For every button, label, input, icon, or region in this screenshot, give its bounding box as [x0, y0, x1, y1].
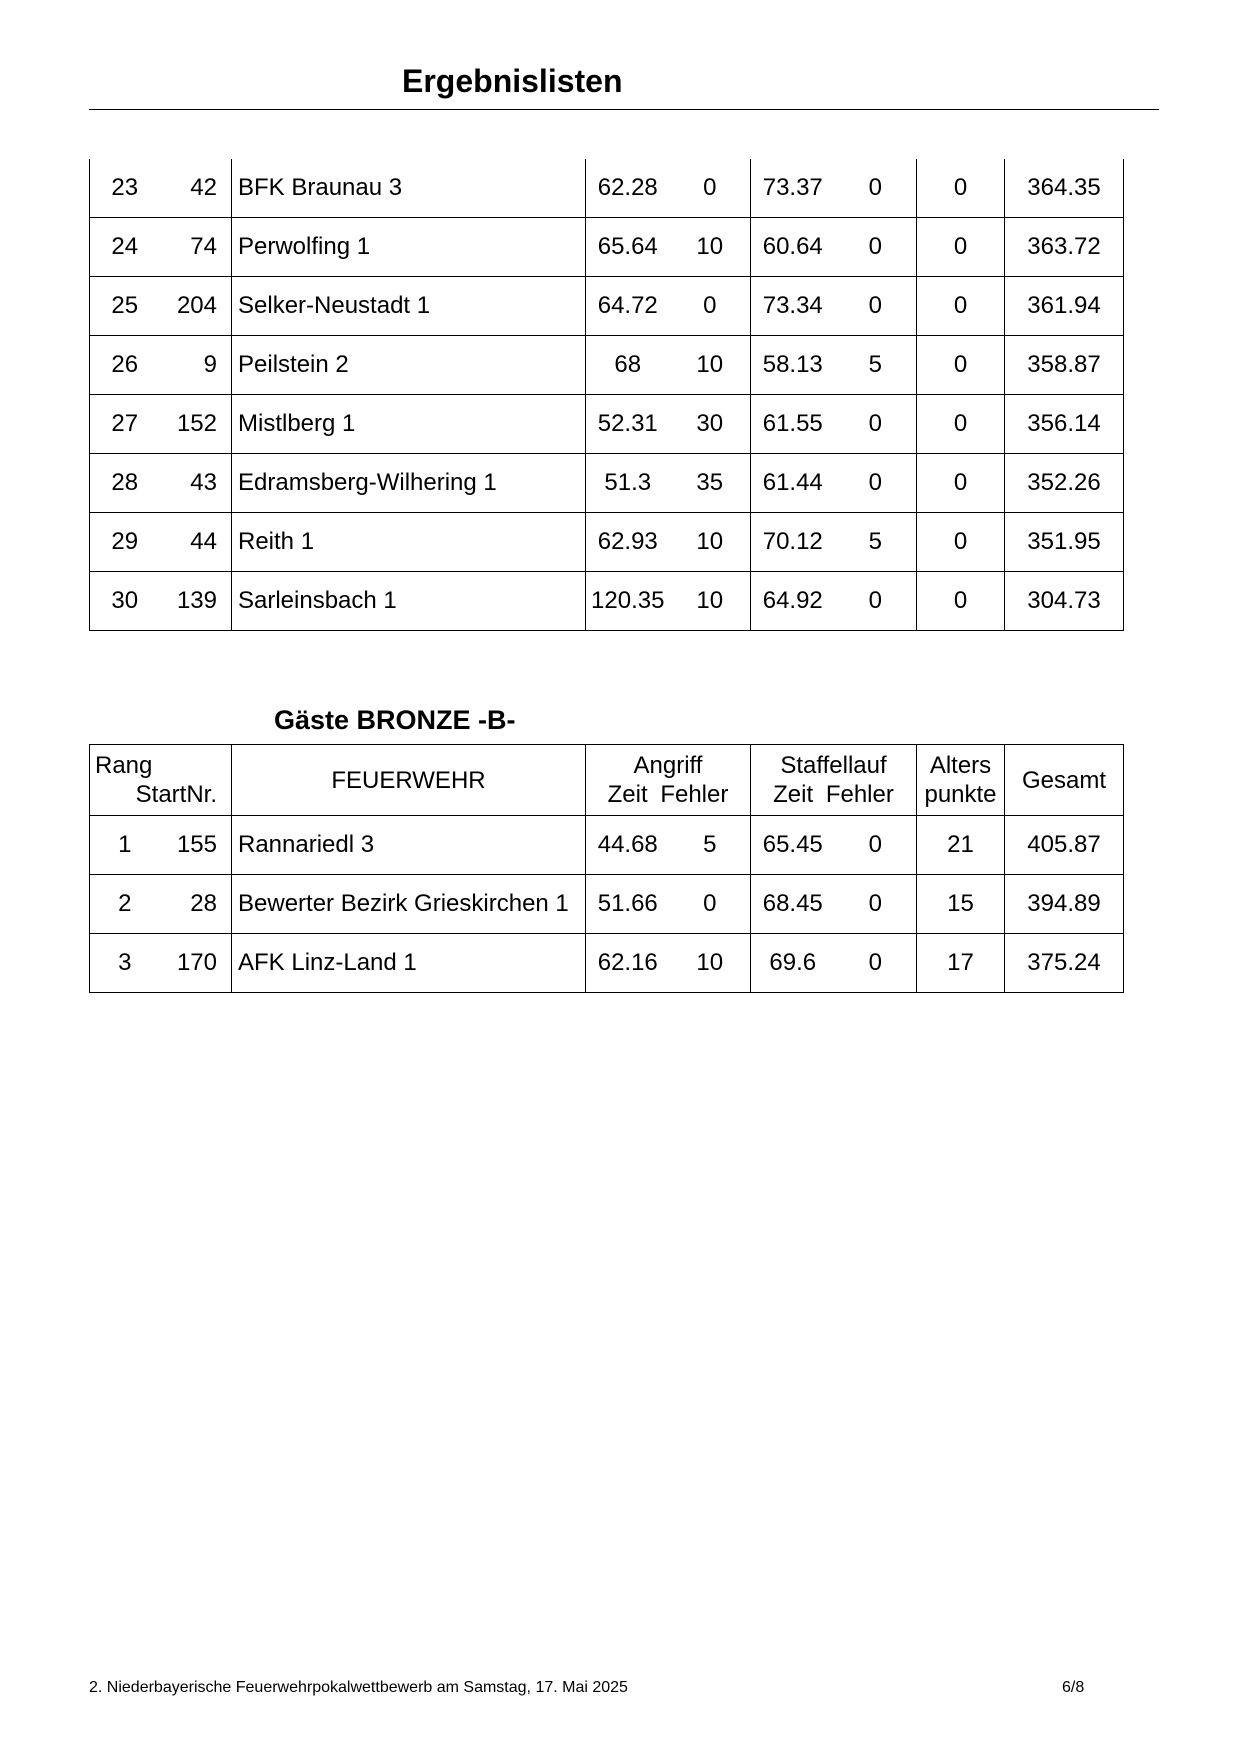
- cell-angriff-zeit: 62.28: [586, 159, 670, 218]
- table-row: [90, 934, 1124, 993]
- cell-angriff-fehler: 0: [670, 277, 751, 336]
- cell-gesamt: 363.72: [1005, 218, 1124, 277]
- header-staffellauf-label: Staffellauf: [780, 752, 887, 779]
- cell-staffel-zeit: 61.55: [751, 395, 835, 454]
- cell-rang: 28: [90, 454, 160, 513]
- cell-angriff-fehler: 5: [670, 816, 751, 875]
- cell-rang: 24: [90, 218, 160, 277]
- results-table-gaeste-bronze-b: [89, 744, 1124, 993]
- cell-angriff-zeit: 62.16: [586, 934, 670, 993]
- cell-staffel-zeit: 70.12: [751, 513, 835, 572]
- header-angriff: [586, 745, 751, 816]
- cell-angriff-fehler: 35: [670, 454, 751, 513]
- cell-angriff-fehler: 10: [670, 934, 751, 993]
- table-row: [90, 336, 1124, 395]
- cell-staffel-zeit: 69.6: [751, 934, 835, 993]
- table-header-row: [90, 745, 1124, 816]
- cell-feuerwehr: Perwolfing 1: [232, 218, 586, 277]
- table-row: [90, 277, 1124, 336]
- cell-staffel-fehler: 5: [835, 336, 917, 395]
- header-startnr: StartNr.: [135, 781, 217, 808]
- cell-staffel-fehler: 0: [835, 454, 917, 513]
- cell-angriff-fehler: 10: [670, 513, 751, 572]
- cell-rang: 23: [90, 159, 160, 218]
- cell-angriff-zeit: 51.66: [586, 875, 670, 934]
- cell-startnr: 42: [160, 159, 232, 218]
- cell-rang: 26: [90, 336, 160, 395]
- cell-startnr: 44: [160, 513, 232, 572]
- cell-feuerwehr: Peilstein 2: [232, 336, 586, 395]
- cell-rang: 30: [90, 572, 160, 631]
- cell-staffel-zeit: 60.64: [751, 218, 835, 277]
- header-alters-line1: Alters: [929, 752, 992, 779]
- cell-angriff-fehler: 10: [670, 336, 751, 395]
- cell-startnr: 43: [160, 454, 232, 513]
- cell-staffel-zeit: 58.13: [751, 336, 835, 395]
- table-row: [90, 816, 1124, 875]
- cell-staffel-fehler: 0: [835, 816, 917, 875]
- cell-staffel-fehler: 0: [835, 395, 917, 454]
- page-title: Ergebnislisten: [402, 63, 623, 99]
- cell-angriff-fehler: 0: [670, 875, 751, 934]
- cell-alterspunkte: 0: [917, 277, 1005, 336]
- cell-startnr: 155: [160, 816, 232, 875]
- cell-alterspunkte: 0: [917, 159, 1005, 218]
- cell-angriff-fehler: 10: [670, 572, 751, 631]
- header-gesamt: Gesamt: [1005, 745, 1124, 816]
- header-alters-line2: punkte: [924, 781, 997, 808]
- cell-gesamt: 405.87: [1005, 816, 1124, 875]
- table-row: [90, 159, 1124, 218]
- cell-alterspunkte: 17: [917, 934, 1005, 993]
- table-row: [90, 218, 1124, 277]
- cell-feuerwehr: AFK Linz-Land 1: [232, 934, 586, 993]
- cell-rang: 3: [90, 934, 160, 993]
- cell-startnr: 9: [160, 336, 232, 395]
- cell-gesamt: 356.14: [1005, 395, 1124, 454]
- cell-feuerwehr: Reith 1: [232, 513, 586, 572]
- cell-angriff-zeit: 68: [586, 336, 670, 395]
- cell-gesamt: 351.95: [1005, 513, 1124, 572]
- table-row: [90, 572, 1124, 631]
- cell-gesamt: 358.87: [1005, 336, 1124, 395]
- header-angriff-sub: Zeit Fehler: [607, 781, 729, 808]
- cell-angriff-fehler: 10: [670, 218, 751, 277]
- cell-startnr: 170: [160, 934, 232, 993]
- cell-alterspunkte: 0: [917, 218, 1005, 277]
- cell-rang: 25: [90, 277, 160, 336]
- cell-angriff-zeit: 65.64: [586, 218, 670, 277]
- header-staffellauf: [751, 745, 917, 816]
- table-row: [90, 454, 1124, 513]
- cell-alterspunkte: 15: [917, 875, 1005, 934]
- cell-alterspunkte: 0: [917, 395, 1005, 454]
- cell-alterspunkte: 0: [917, 572, 1005, 631]
- cell-rang: 1: [90, 816, 160, 875]
- cell-angriff-zeit: 51.3: [586, 454, 670, 513]
- header-rang-startnr: [90, 745, 232, 816]
- cell-startnr: 152: [160, 395, 232, 454]
- header-alterspunkte: [917, 745, 1005, 816]
- section-title: Gäste BRONZE -B-: [274, 705, 516, 735]
- cell-gesamt: 361.94: [1005, 277, 1124, 336]
- cell-angriff-fehler: 0: [670, 159, 751, 218]
- table-row: [90, 875, 1124, 934]
- cell-startnr: 139: [160, 572, 232, 631]
- results-table-continued: [89, 159, 1124, 631]
- cell-rang: 2: [90, 875, 160, 934]
- cell-alterspunkte: 0: [917, 336, 1005, 395]
- cell-staffel-zeit: 68.45: [751, 875, 835, 934]
- cell-startnr: 28: [160, 875, 232, 934]
- cell-feuerwehr: Mistlberg 1: [232, 395, 586, 454]
- cell-angriff-zeit: 52.31: [586, 395, 670, 454]
- cell-alterspunkte: 21: [917, 816, 1005, 875]
- cell-gesamt: 364.35: [1005, 159, 1124, 218]
- cell-staffel-zeit: 65.45: [751, 816, 835, 875]
- cell-angriff-zeit: 44.68: [586, 816, 670, 875]
- table-row: [90, 513, 1124, 572]
- footer-page-number: 6/8: [1062, 1679, 1085, 1696]
- cell-angriff-fehler: 30: [670, 395, 751, 454]
- header-rang: Rang: [95, 752, 153, 779]
- cell-staffel-fehler: 0: [835, 875, 917, 934]
- cell-angriff-zeit: 62.93: [586, 513, 670, 572]
- cell-gesamt: 394.89: [1005, 875, 1124, 934]
- cell-feuerwehr: Rannariedl 3: [232, 816, 586, 875]
- cell-staffel-zeit: 64.92: [751, 572, 835, 631]
- cell-alterspunkte: 0: [917, 454, 1005, 513]
- cell-rang: 29: [90, 513, 160, 572]
- cell-staffel-fehler: 0: [835, 572, 917, 631]
- cell-staffel-zeit: 61.44: [751, 454, 835, 513]
- cell-staffel-fehler: 0: [835, 277, 917, 336]
- cell-gesamt: 304.73: [1005, 572, 1124, 631]
- table-row: [90, 395, 1124, 454]
- cell-feuerwehr: Selker-Neustadt 1: [232, 277, 586, 336]
- cell-staffel-fehler: 0: [835, 934, 917, 993]
- cell-staffel-fehler: 0: [835, 159, 917, 218]
- title-divider: [89, 109, 1159, 110]
- cell-angriff-zeit: 64.72: [586, 277, 670, 336]
- cell-angriff-zeit: 120.35: [586, 572, 670, 631]
- cell-staffel-zeit: 73.37: [751, 159, 835, 218]
- cell-startnr: 204: [160, 277, 232, 336]
- cell-feuerwehr: BFK Braunau 3: [232, 159, 586, 218]
- cell-alterspunkte: 0: [917, 513, 1005, 572]
- cell-staffel-fehler: 0: [835, 218, 917, 277]
- header-angriff-label: Angriff: [633, 752, 703, 779]
- cell-gesamt: 375.24: [1005, 934, 1124, 993]
- header-feuerwehr: FEUERWEHR: [232, 745, 586, 816]
- cell-staffel-zeit: 73.34: [751, 277, 835, 336]
- header-staffellauf-sub: Zeit Fehler: [773, 781, 894, 808]
- cell-rang: 27: [90, 395, 160, 454]
- cell-feuerwehr: Sarleinsbach 1: [232, 572, 586, 631]
- cell-staffel-fehler: 5: [835, 513, 917, 572]
- cell-feuerwehr: Edramsberg-Wilhering 1: [232, 454, 586, 513]
- cell-feuerwehr: Bewerter Bezirk Grieskirchen 1: [232, 875, 586, 934]
- cell-gesamt: 352.26: [1005, 454, 1124, 513]
- footer-event-text: 2. Niederbayerische Feuerwehrpokalwettbewerb am Samstag, 17. Mai 2025: [89, 1679, 628, 1696]
- cell-startnr: 74: [160, 218, 232, 277]
